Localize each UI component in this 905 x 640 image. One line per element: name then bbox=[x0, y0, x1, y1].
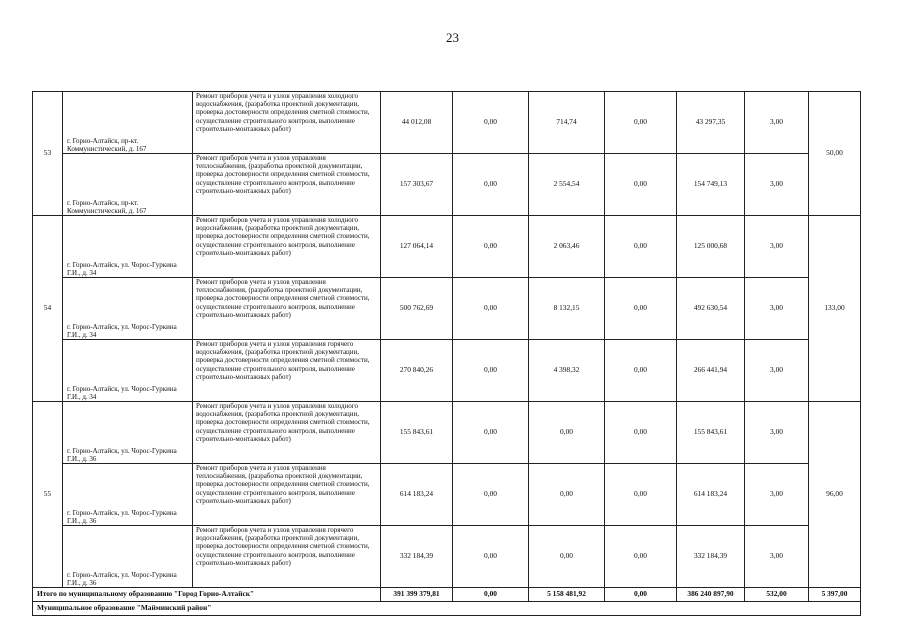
address-cell: г. Горно-Алтайск, ул. Чорос-Гуркина Г.И., д. 36 bbox=[63, 402, 193, 464]
total-cost-cell: 614 183,24 bbox=[381, 464, 453, 526]
cost-col3-cell: 0,00 bbox=[529, 464, 605, 526]
page-number: 23 bbox=[446, 30, 459, 45]
cost-col2-cell: 0,00 bbox=[453, 464, 529, 526]
cost-col4-cell: 0,00 bbox=[605, 402, 677, 464]
cost-col5-cell: 266 441,94 bbox=[677, 340, 745, 402]
row-index: 54 bbox=[33, 216, 63, 402]
cost-col5-cell: 155 843,61 bbox=[677, 402, 745, 464]
table-row bbox=[33, 464, 861, 526]
cost-col3-cell: 714,74 bbox=[529, 92, 605, 154]
cost-col5-cell: 125 000,68 bbox=[677, 216, 745, 278]
table-row bbox=[33, 402, 861, 464]
cost-col2-cell: 0,00 bbox=[453, 92, 529, 154]
cost-col6-cell: 3,00 bbox=[745, 92, 809, 154]
total-cost-cell: 127 064,14 bbox=[381, 216, 453, 278]
work-description-cell: Ремонт приборов учета и узлов управления горячего водоснабжения, (разработка проектной документации, проверка достоверности определения сметной стоимости, осуществление строительного контроля, выполнение строительно-монтажных работ) bbox=[193, 526, 381, 588]
cost-col2-cell: 0,00 bbox=[453, 526, 529, 588]
table-row bbox=[33, 526, 861, 588]
cost-col3-cell: 8 132,15 bbox=[529, 278, 605, 340]
address-cell: г. Горно-Алтайск, ул. Чорос-Гуркина Г.И., д. 34 bbox=[63, 278, 193, 340]
cost-col4-cell: 0,00 bbox=[605, 92, 677, 154]
total-col6-cell: 532,00 bbox=[745, 588, 809, 602]
section-title: Муниципальное образование "Майминский район" bbox=[33, 602, 861, 616]
total-col4-cell: 0,00 bbox=[605, 588, 677, 602]
address-cell: г. Горно-Алтайск, пр-кт. Коммунистический, д. 167 bbox=[63, 154, 193, 216]
total-cost-cell: 157 303,67 bbox=[381, 154, 453, 216]
address-cell: г. Горно-Алтайск, пр-кт. Коммунистический, д. 167 bbox=[63, 92, 193, 154]
cost-col4-cell: 0,00 bbox=[605, 154, 677, 216]
cost-col6-cell: 3,00 bbox=[745, 402, 809, 464]
cost-col2-cell: 0,00 bbox=[453, 154, 529, 216]
total-cost-cell: 270 840,26 bbox=[381, 340, 453, 402]
area-cell: 133,00 bbox=[809, 216, 861, 402]
cost-col2-cell: 0,00 bbox=[453, 216, 529, 278]
total-col5-cell: 386 240 897,90 bbox=[677, 588, 745, 602]
total-cost-cell: 44 012,08 bbox=[381, 92, 453, 154]
cost-col5-cell: 154 749,13 bbox=[677, 154, 745, 216]
cost-col4-cell: 0,00 bbox=[605, 526, 677, 588]
table-row bbox=[33, 154, 861, 216]
cost-col5-cell: 492 630,54 bbox=[677, 278, 745, 340]
cost-col2-cell: 0,00 bbox=[453, 278, 529, 340]
cost-col6-cell: 3,00 bbox=[745, 526, 809, 588]
cost-col4-cell: 0,00 bbox=[605, 278, 677, 340]
cost-col2-cell: 0,00 bbox=[453, 340, 529, 402]
address-cell: г. Горно-Алтайск, ул. Чорос-Гуркина Г.И., д. 36 bbox=[63, 526, 193, 588]
cost-col6-cell: 3,00 bbox=[745, 154, 809, 216]
repair-table bbox=[32, 91, 861, 616]
work-description-cell: Ремонт приборов учета и узлов управления холодного водоснабжения, (разработка проектной документации, проверка достоверности определения сметной стоимости, осуществление строительного контроля, выполнение строительно-монтажных работ) bbox=[193, 216, 381, 278]
total-sum-cell: 391 399 379,81 bbox=[381, 588, 453, 602]
cost-col3-cell: 0,00 bbox=[529, 526, 605, 588]
table-row bbox=[33, 340, 861, 402]
cost-col5-cell: 332 184,39 bbox=[677, 526, 745, 588]
address-cell: г. Горно-Алтайск, ул. Чорос-Гуркина Г.И., д. 36 bbox=[63, 464, 193, 526]
total-label: Итого по муниципальному образованию "Город Горно-Алтайск" bbox=[33, 588, 381, 602]
address-cell: г. Горно-Алтайск, ул. Чорос-Гуркина Г.И., д. 34 bbox=[63, 340, 193, 402]
address-cell: г. Горно-Алтайск, ул. Чорос-Гуркина Г.И., д. 34 bbox=[63, 216, 193, 278]
cost-col6-cell: 3,00 bbox=[745, 278, 809, 340]
cost-col3-cell: 4 398,32 bbox=[529, 340, 605, 402]
cost-col6-cell: 3,00 bbox=[745, 340, 809, 402]
cost-col4-cell: 0,00 bbox=[605, 464, 677, 526]
table-row bbox=[33, 278, 861, 340]
total-cost-cell: 500 762,69 bbox=[381, 278, 453, 340]
row-index: 53 bbox=[33, 92, 63, 216]
total-cost-cell: 155 843,61 bbox=[381, 402, 453, 464]
work-description-cell: Ремонт приборов учета и узлов управления теплоснабжения, (разработка проектной документации, проверка достоверности определения сметной стоимости, осуществление строительного контроля, выполнение строительно-монтажных работ) bbox=[193, 154, 381, 216]
section-header-row bbox=[33, 602, 861, 616]
cost-col4-cell: 0,00 bbox=[605, 340, 677, 402]
total-col3-cell: 5 158 481,92 bbox=[529, 588, 605, 602]
cost-col2-cell: 0,00 bbox=[453, 402, 529, 464]
table-row bbox=[33, 216, 861, 278]
cost-col5-cell: 43 297,35 bbox=[677, 92, 745, 154]
area-cell: 50,00 bbox=[809, 92, 861, 216]
work-description-cell: Ремонт приборов учета и узлов управления горячего водоснабжения, (разработка проектной документации, проверка достоверности определения сметной стоимости, осуществление строительного контроля, выполнение строительно-монтажных работ) bbox=[193, 340, 381, 402]
cost-col3-cell: 2 554,54 bbox=[529, 154, 605, 216]
cost-col6-cell: 3,00 bbox=[745, 464, 809, 526]
row-index: 55 bbox=[33, 402, 63, 588]
cost-col3-cell: 2 063,46 bbox=[529, 216, 605, 278]
total-cost-cell: 332 184,39 bbox=[381, 526, 453, 588]
work-description-cell: Ремонт приборов учета и узлов управления теплоснабжения, (разработка проектной документации, проверка достоверности определения сметной стоимости, осуществление строительного контроля, выполнение строительно-монтажных работ) bbox=[193, 464, 381, 526]
table-row bbox=[33, 92, 861, 154]
cost-col4-cell: 0,00 bbox=[605, 216, 677, 278]
cost-col5-cell: 614 183,24 bbox=[677, 464, 745, 526]
total-area-cell: 5 397,00 bbox=[809, 588, 861, 602]
work-description-cell: Ремонт приборов учета и узлов управления холодного водоснабжения, (разработка проектной документации, проверка достоверности определения сметной стоимости, осуществление строительного контроля, выполнение строительно-монтажных работ) bbox=[193, 402, 381, 464]
total-row bbox=[33, 588, 861, 602]
work-description-cell: Ремонт приборов учета и узлов управления теплоснабжения, (разработка проектной документации, проверка достоверности определения сметной стоимости, осуществление строительного контроля, выполнение строительно-монтажных работ) bbox=[193, 278, 381, 340]
cost-col3-cell: 0,00 bbox=[529, 402, 605, 464]
area-cell: 96,00 bbox=[809, 402, 861, 588]
total-col2-cell: 0,00 bbox=[453, 588, 529, 602]
work-description-cell: Ремонт приборов учета и узлов управления холодного водоснабжения, (разработка проектной документации, проверка достоверности определения сметной стоимости, осуществление строительного контроля, выполнение строительно-монтажных работ) bbox=[193, 92, 381, 154]
cost-col6-cell: 3,00 bbox=[745, 216, 809, 278]
